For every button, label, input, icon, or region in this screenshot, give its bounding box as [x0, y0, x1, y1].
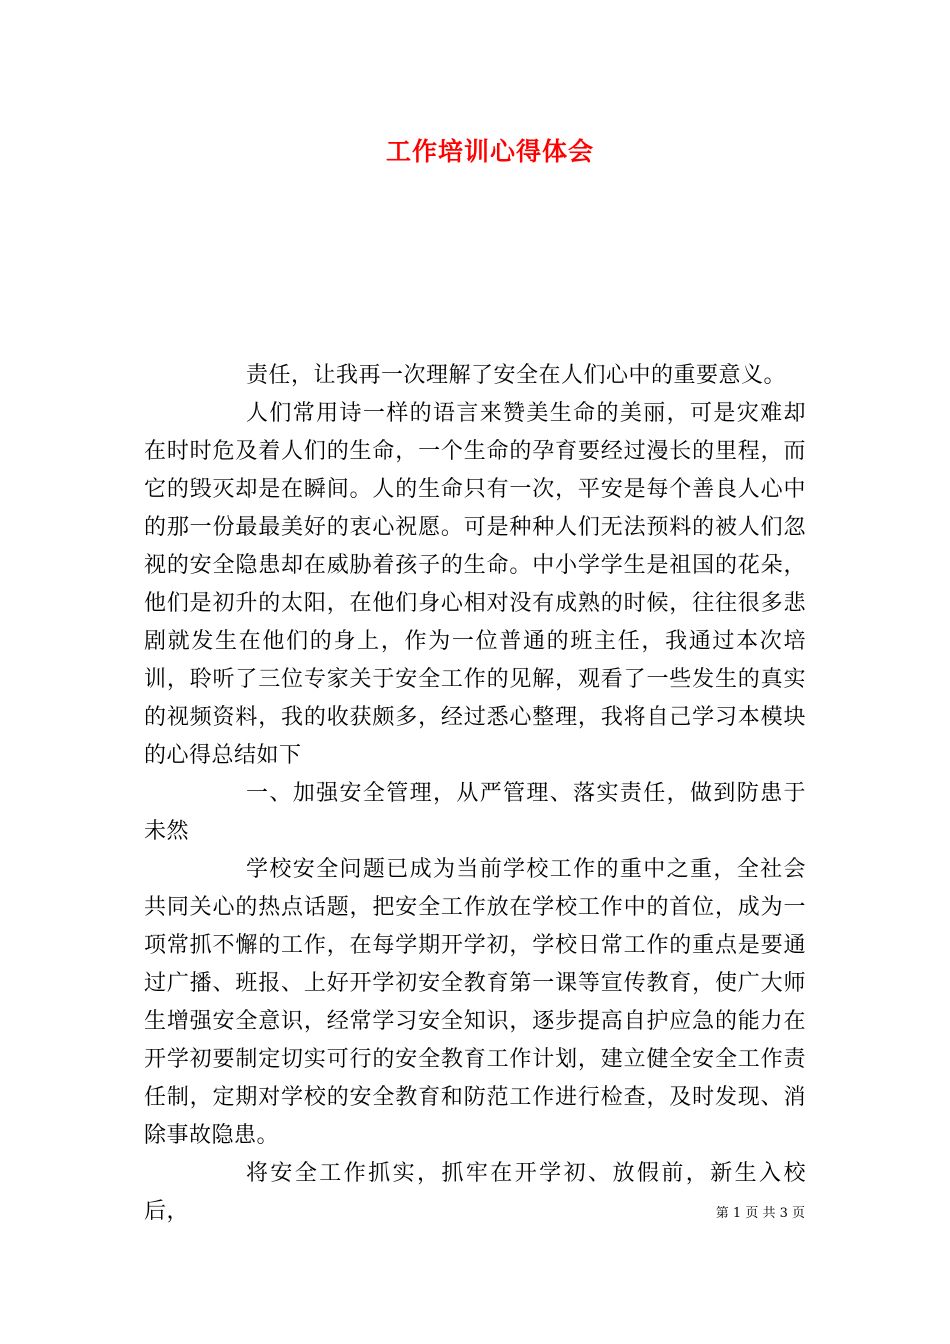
document-title: 工作培训心得体会	[385, 137, 594, 166]
paragraph-4: 将安全工作抓实，抓牢在开学初、放假前，新生入校后，	[144, 1161, 806, 1224]
paragraph-2: 人们常用诗一样的语言来赞美生命的美丽，可是灾难却在时时危及着人们的生命，一个生命的孕育要经过漫长的里程，而它的毁灭却是在瞬间。人的生命只有一次，平安是每个善良人心中的那一份最最美好的衷心祝愿。可是种种人们无法预料的被人们忽视的安全隐患却在威胁着孩子的生命。中小学学生是祖国的花朵，他们是初升的太阳，在他们身心相对没有成熟的时候，往往很多悲剧就发生在他们的身上，作为一位普通的班主任，我通过本次培训，聆听了三位专家关于安全工作的见解，观看了一些发生的真实的视频资料，我的收获颇多，经过悉心整理，我将自己学习本模块的心得总结如下	[144, 401, 806, 768]
paragraph-3: 学校安全问题已成为当前学校工作的重中之重，全社会共同关心的热点话题，把安全工作放在学校工作中的首位，成为一项常抓不懈的工作，在每学期开学初，学校日常工作的重点是要通过广播、班报、上好开学初安全教育第一课等宣传教育，使广大师生增强安全意识，经常学习安全知识，逐步提高自护应急的能力在开学初要制定切实可行的安全教育工作计划，建立健全安全工作责任制，定期对学校的安全教育和防范工作进行检查，及时发现、消除事故隐患。	[144, 857, 806, 1148]
section-heading-1: 一、加强安全管理，从严管理、落实责任，做到防患于未然	[144, 781, 806, 844]
document-body	[144, 357, 806, 1231]
paragraph-1: 责任，让我再一次理解了安全在人们心中的重要意义。	[246, 363, 787, 388]
page-number-footer: 第 1 页 共 3 页	[715, 1206, 805, 1221]
